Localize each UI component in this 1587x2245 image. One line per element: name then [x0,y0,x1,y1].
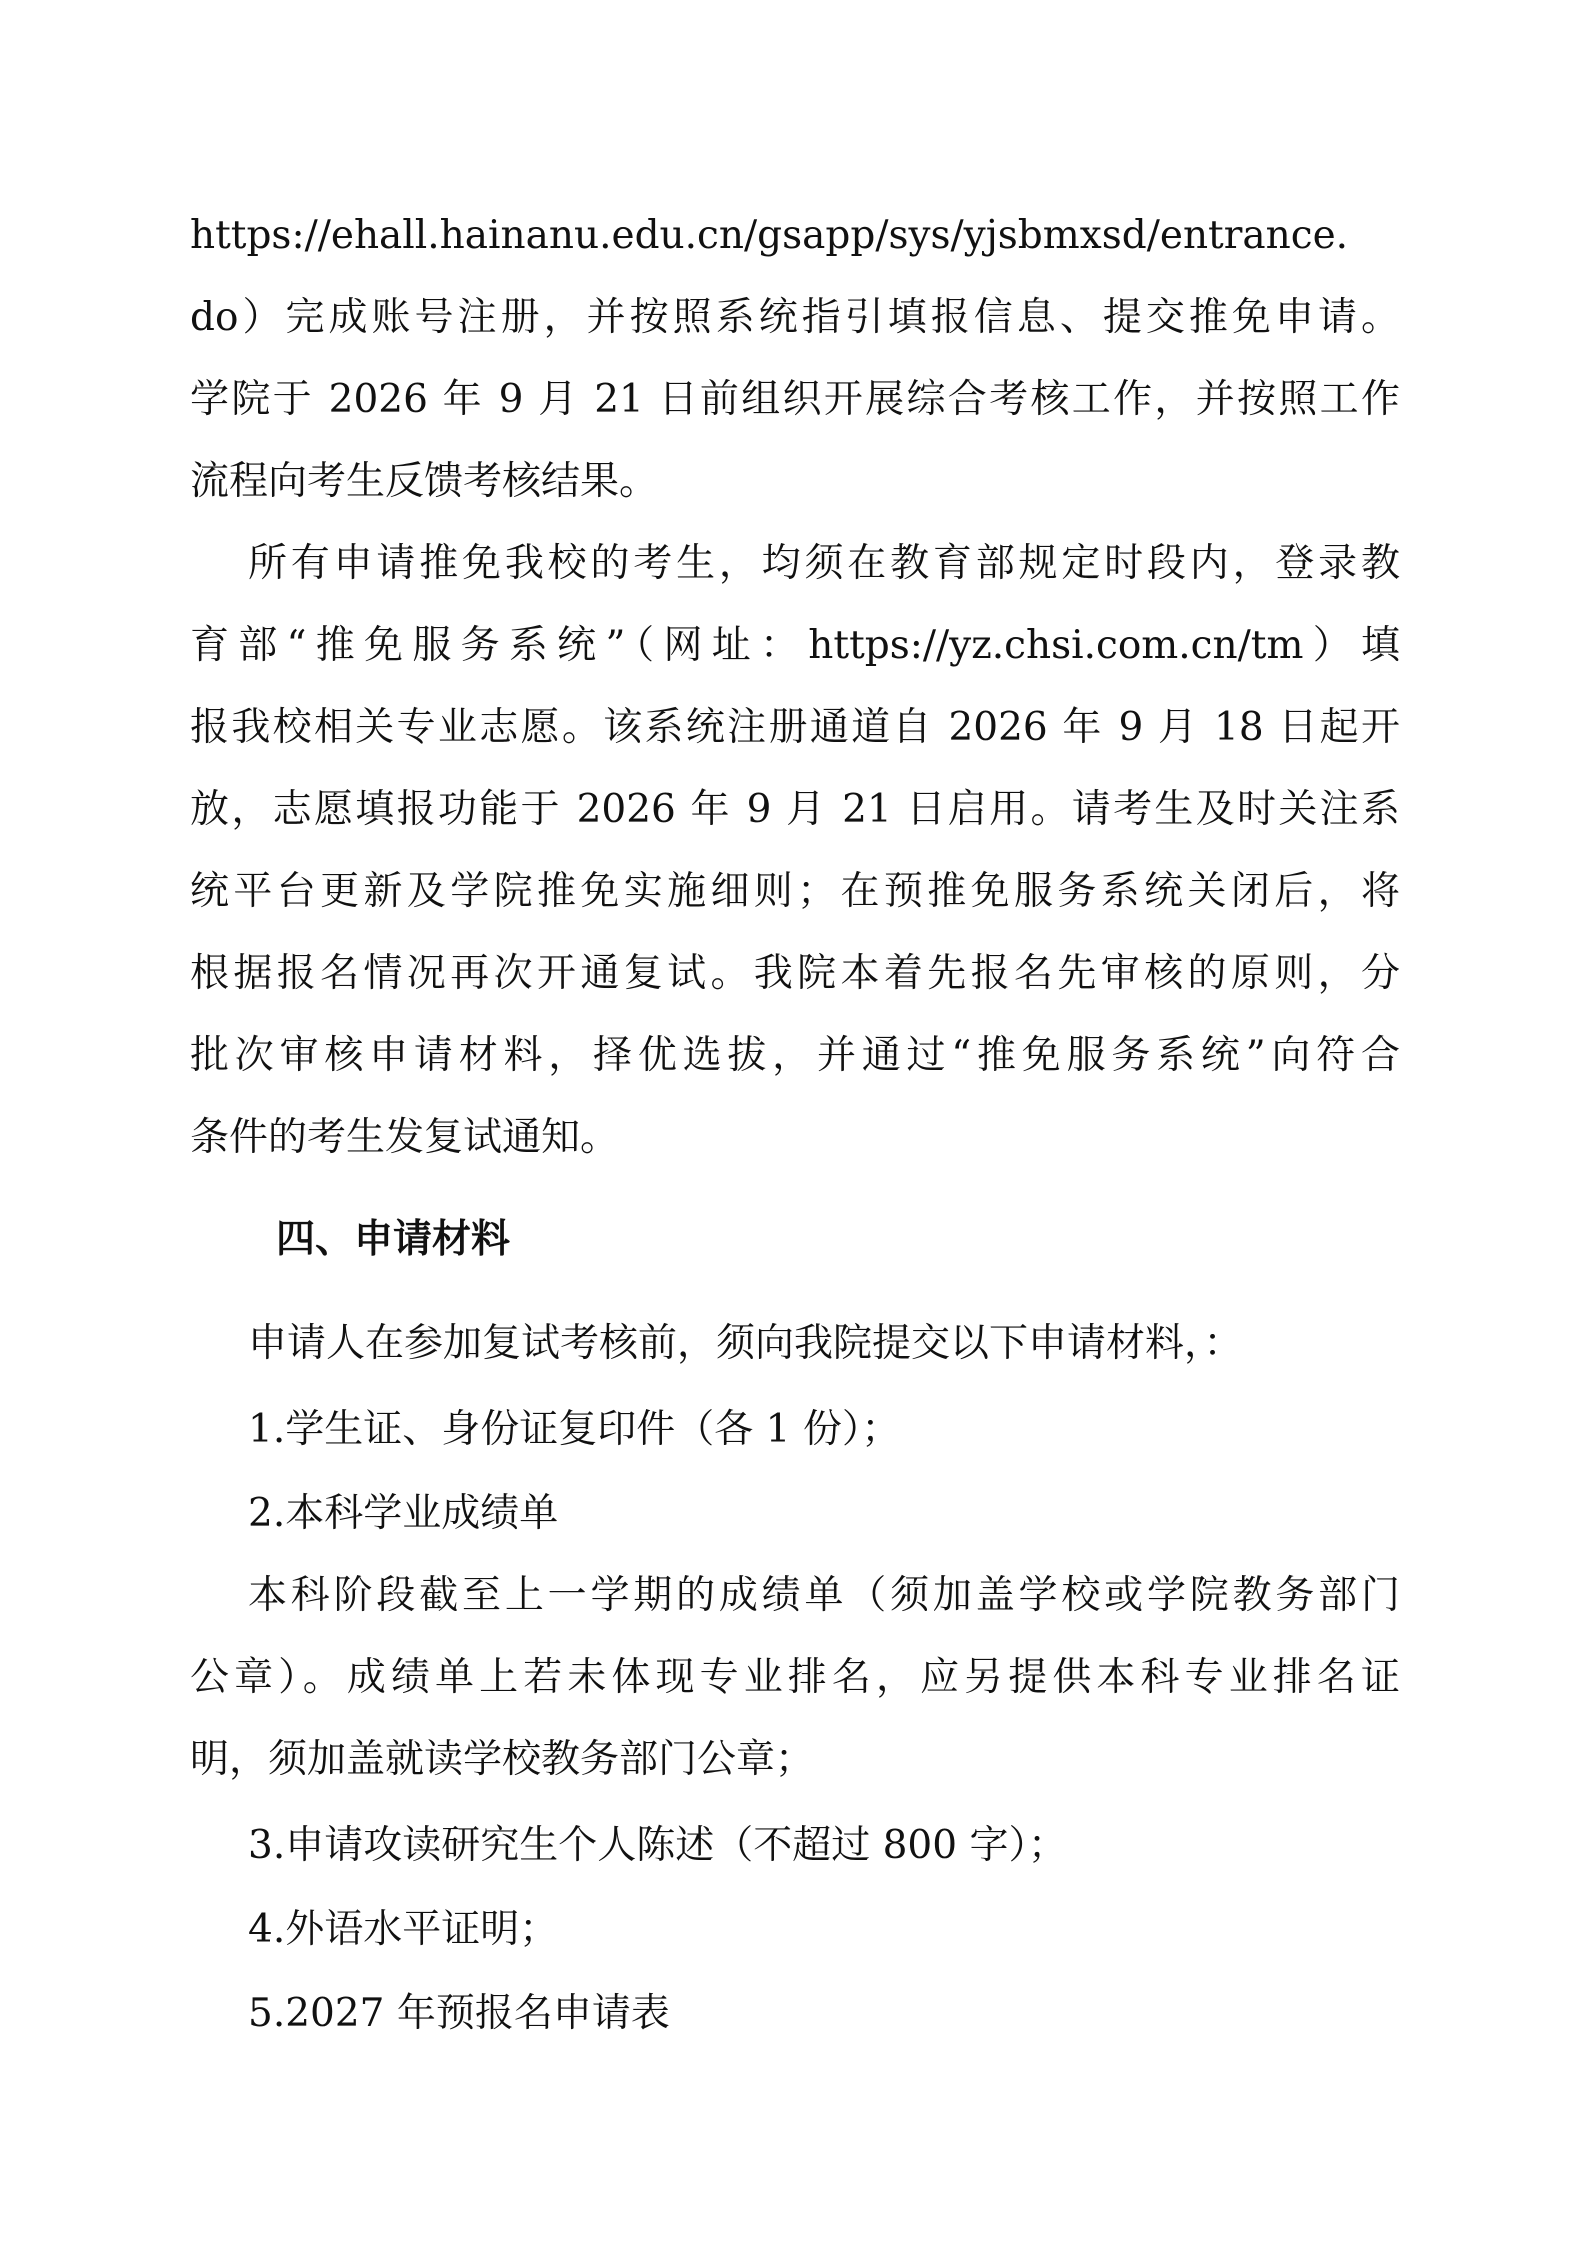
section-heading: 四、申请材料 [276,1217,511,1262]
paragraph-1-line-3: 学院于 2026 年 9 月 21 日前组织开展综合考核工作，并按照工作 [190,377,1400,422]
paragraph-2-line-7: 批次审核申请材料，择优选拔，并通过“推免服务系统”向符合 [190,1033,1400,1078]
material-item-4: 4.外语水平证明； [248,1907,559,1952]
paragraph-2-line-8: 条件的考生发复试通知。 [190,1115,620,1160]
paragraph-1-line-4: 流程向考生反馈考核结果。 [190,459,659,504]
paragraph-1-line-1: https://ehall.hainanu.edu.cn/gsapp/sys/yjsbmxsd/entrance. [190,213,1349,258]
material-item-2: 2.本科学业成绩单 [248,1491,559,1536]
paragraph-2-line-5: 统平台更新及学院推免实施细则；在预推免服务系统关闭后，将 [190,869,1400,914]
material-item-3: 3.申请攻读研究生个人陈述（不超过 800 字）； [248,1823,1067,1868]
paragraph-2-line-3: 报我校相关专业志愿。该系统注册通道自 2026 年 9 月 18 日起开 [190,705,1400,750]
paragraph-2-line-4: 放，志愿填报功能于 2026 年 9 月 21 日启用。请考生及时关注系 [190,787,1400,832]
paragraph-1-line-2: do）完成账号注册，并按照系统指引填报信息、提交推免申请。 [190,295,1400,340]
item-2-detail-line-1: 本科阶段截至上一学期的成绩单（须加盖学校或学院教务部门 [248,1573,1400,1618]
paragraph-2-line-1: 所有申请推免我校的考生，均须在教育部规定时段内，登录教 [248,541,1400,586]
item-2-detail-line-3: 明，须加盖就读学校教务部门公章； [190,1737,815,1782]
material-item-5: 5.2027 年预报名申请表 [248,1991,670,2036]
materials-intro: 申请人在参加复试考核前，须向我院提交以下申请材料，： [248,1321,1243,1366]
material-item-1: 1.学生证、身份证复印件（各 1 份）； [248,1407,901,1452]
paragraph-2-line-6: 根据报名情况再次开通复试。我院本着先报名先审核的原则，分 [190,951,1400,996]
paragraph-2-line-2: 育部“推免服务系统”（网址：https://yz.chsi.com.cn/tm）填 [190,623,1400,668]
item-2-detail-line-2: 公章）。成绩单上若未体现专业排名，应另提供本科专业排名证 [190,1655,1400,1700]
